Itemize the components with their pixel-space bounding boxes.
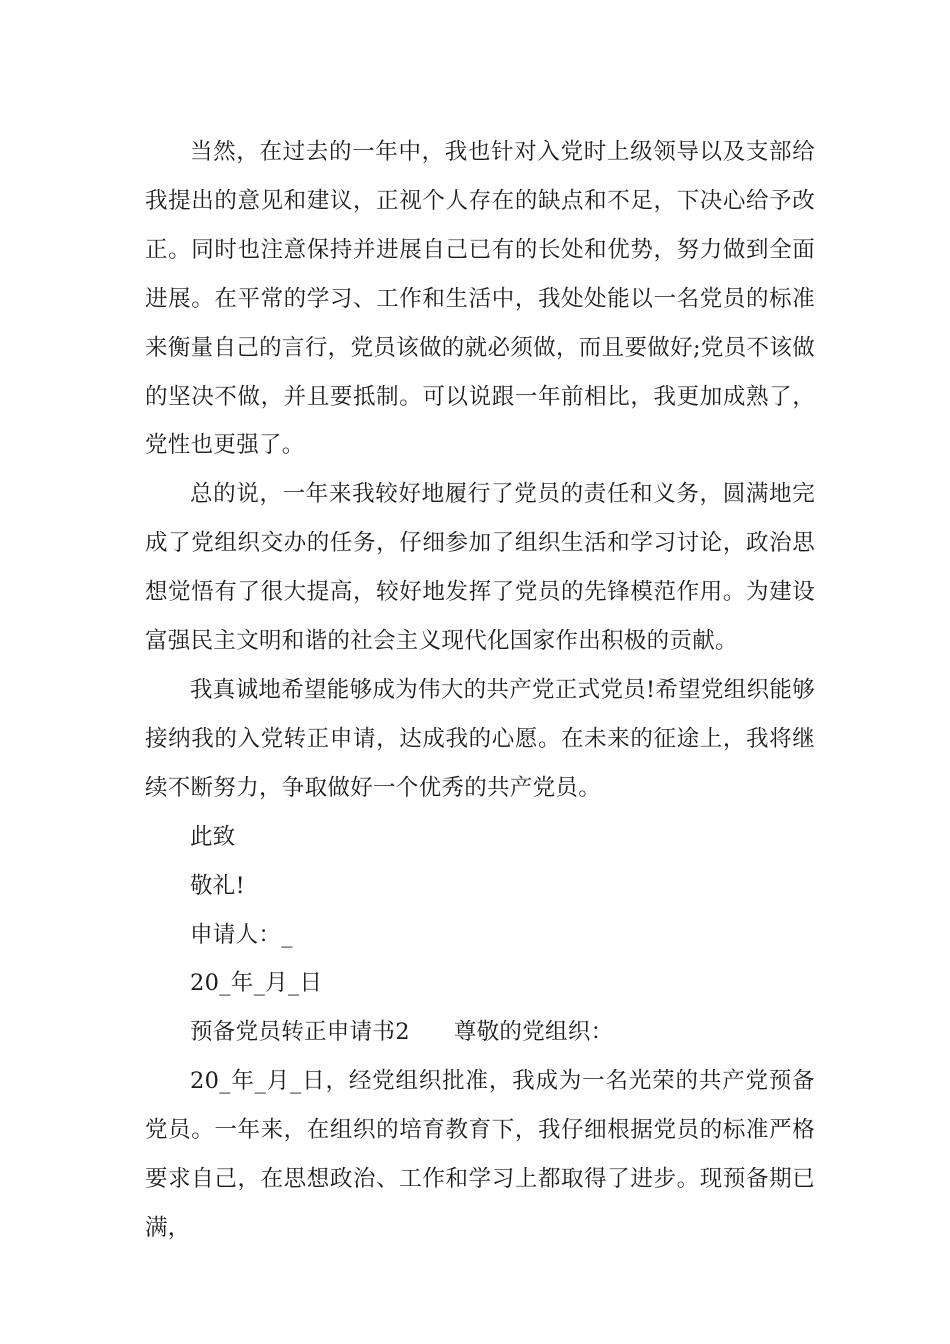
body-paragraph-3: 我真诚地希望能够成为伟大的共产党正式党员!希望党组织能够接纳我的入党转正申请，达成我的心愿。在未来的征途上，我将继续不断努力，争取做好一个优秀的共产党员。 [145,676,815,801]
applicant-line: 申请人：_ [190,921,293,948]
next-document-greeting: 尊敬的党组织： [453,1019,614,1046]
closing-line: 此致 [190,823,236,850]
body-paragraph-2: 总的说，一年来我较好地履行了党员的责任和义务，圆满地完成了党组织交办的任务，仔细参加了组织生活和学习讨论，政治思想觉悟有了很大提高，较好地发挥了党员的先锋模范作用。为建设富强民主文明和谐的社会主义现代化国家作出积极的贡献。 [145,481,815,655]
salute-line: 敬礼! [190,872,245,899]
next-heading-line [145,1008,815,1057]
next-document-title: 预备党员转正申请书2 [190,1019,410,1046]
next-body-paragraph: 20_年_月_日，经党组织批准，我成为一名光荣的共产党预备党员。一年来，在组织的培育教育下，我仔细根据党员的标准严格要求自己，在思想政治、工作和学习上都取得了进步。现预备期已满， [145,1068,815,1241]
document-body [145,128,815,1253]
date-line: 20_年_月_日 [190,970,323,997]
body-paragraph-1: 当然，在过去的一年中，我也针对入党时上级领导以及支部给我提出的意见和建议，正视个人存在的缺点和不足，下决心给予改正。同时也注意保持并进展自己已有的长处和优势，努力做到全面进展。在平常的学习、工作和生活中，我处处能以一名党员的标准来衡量自己的言行，党员该做的就必须做，而且要做好;党员不该做的坚决不做，并且要抵制。可以说跟一年前相比，我更加成熟了，党性也更强了。 [145,139,815,459]
